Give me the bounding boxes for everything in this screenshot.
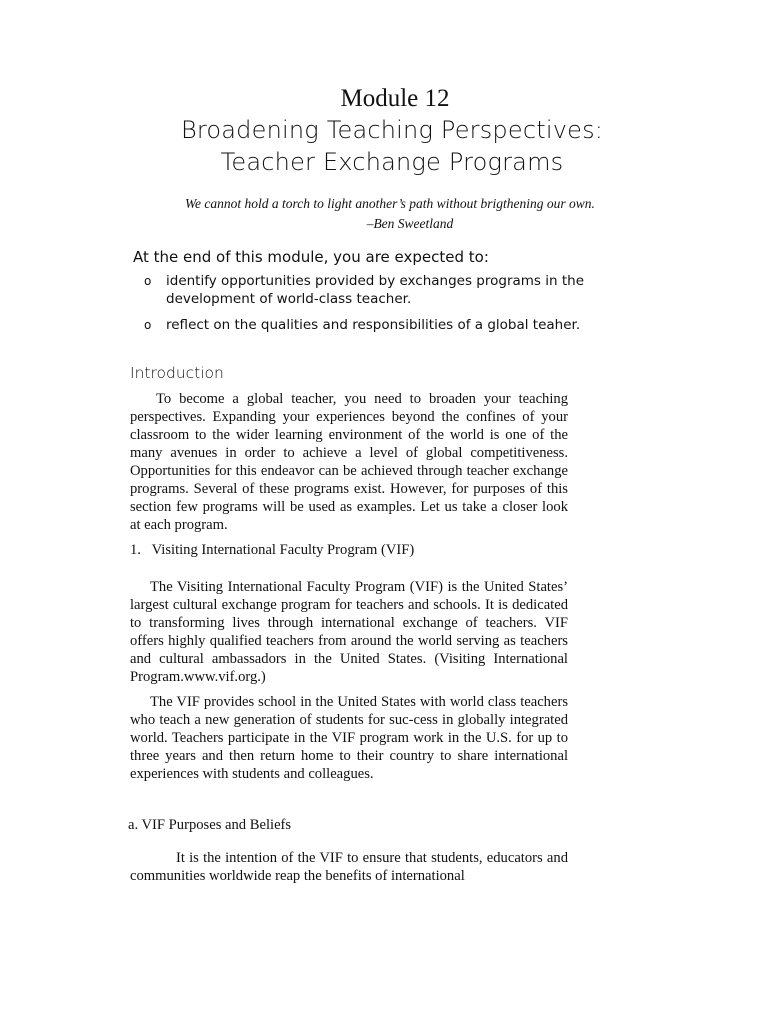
objectives-list	[146, 272, 586, 342]
hollow-bullet-icon: o	[144, 274, 152, 288]
module-number: Module 12	[340, 85, 450, 112]
title-block	[0, 84, 768, 178]
vif-paragraph-2: The VIF provides school in the United States with world class teachers who teach a new generation of students for suc-cess in globally integrated world. Teachers participate in the VIF program work in the U.S. for up to three years and then return home to their country to share international experiences with students and colleagues.	[130, 694, 568, 782]
hollow-bullet-icon: o	[144, 318, 152, 332]
vif-paragraph-3: It is the intention of the VIF to ensure that students, educators and communities worldwide reap the benefits of international	[130, 850, 568, 884]
epigraph-quote	[0, 194, 768, 234]
introduction-heading: Introduction	[130, 364, 224, 382]
objective-text: identify opportunities provided by exchanges programs in the development of world-class teacher.	[166, 273, 584, 307]
objective-item	[146, 316, 586, 334]
vif-subheading: a. VIF Purposes and Beliefs	[128, 817, 292, 833]
objective-item	[146, 272, 586, 308]
vif-item-heading: 1. Visiting International Faculty Program (VIF)	[130, 542, 415, 558]
objective-text: reflect on the qualities and responsibilities of a global teaher.	[166, 317, 581, 333]
quote-author: –Ben Sweetland	[366, 216, 454, 231]
title-line-1: Broadening Teaching Perspectives:	[180, 116, 604, 144]
vif-paragraph-1: The Visiting International Faculty Program (VIF) is the United States’ largest cultural exchange program for teachers and schools. It is dedicated to transforming lives through international exchange of teachers. VIF offers highly qualified teachers from around the world serving as teachers and cultural ambassadors in the United States. (Visiting International Program.www.vif.org.)	[130, 579, 568, 685]
introduction-paragraph: To become a global teacher, you need to broaden your teaching perspectives. Expanding your experiences beyond the confines of your classroom to the wider learning environment of the world is one of the many avenues in order to achieve a level of global competitiveness. Opportunities for this endeavor can be achieved through teacher exchange programs. Several of these programs exist. However, for purposes of this section few programs will be used as examples. Let us take a closer look at each program.	[130, 391, 568, 533]
objectives-intro: At the end of this module, you are expected to:	[133, 248, 489, 266]
title-line-2: Teacher Exchange Programs	[220, 148, 564, 176]
quote-text: We cannot hold a torch to light another’s path without brigthening our own.	[185, 196, 595, 211]
